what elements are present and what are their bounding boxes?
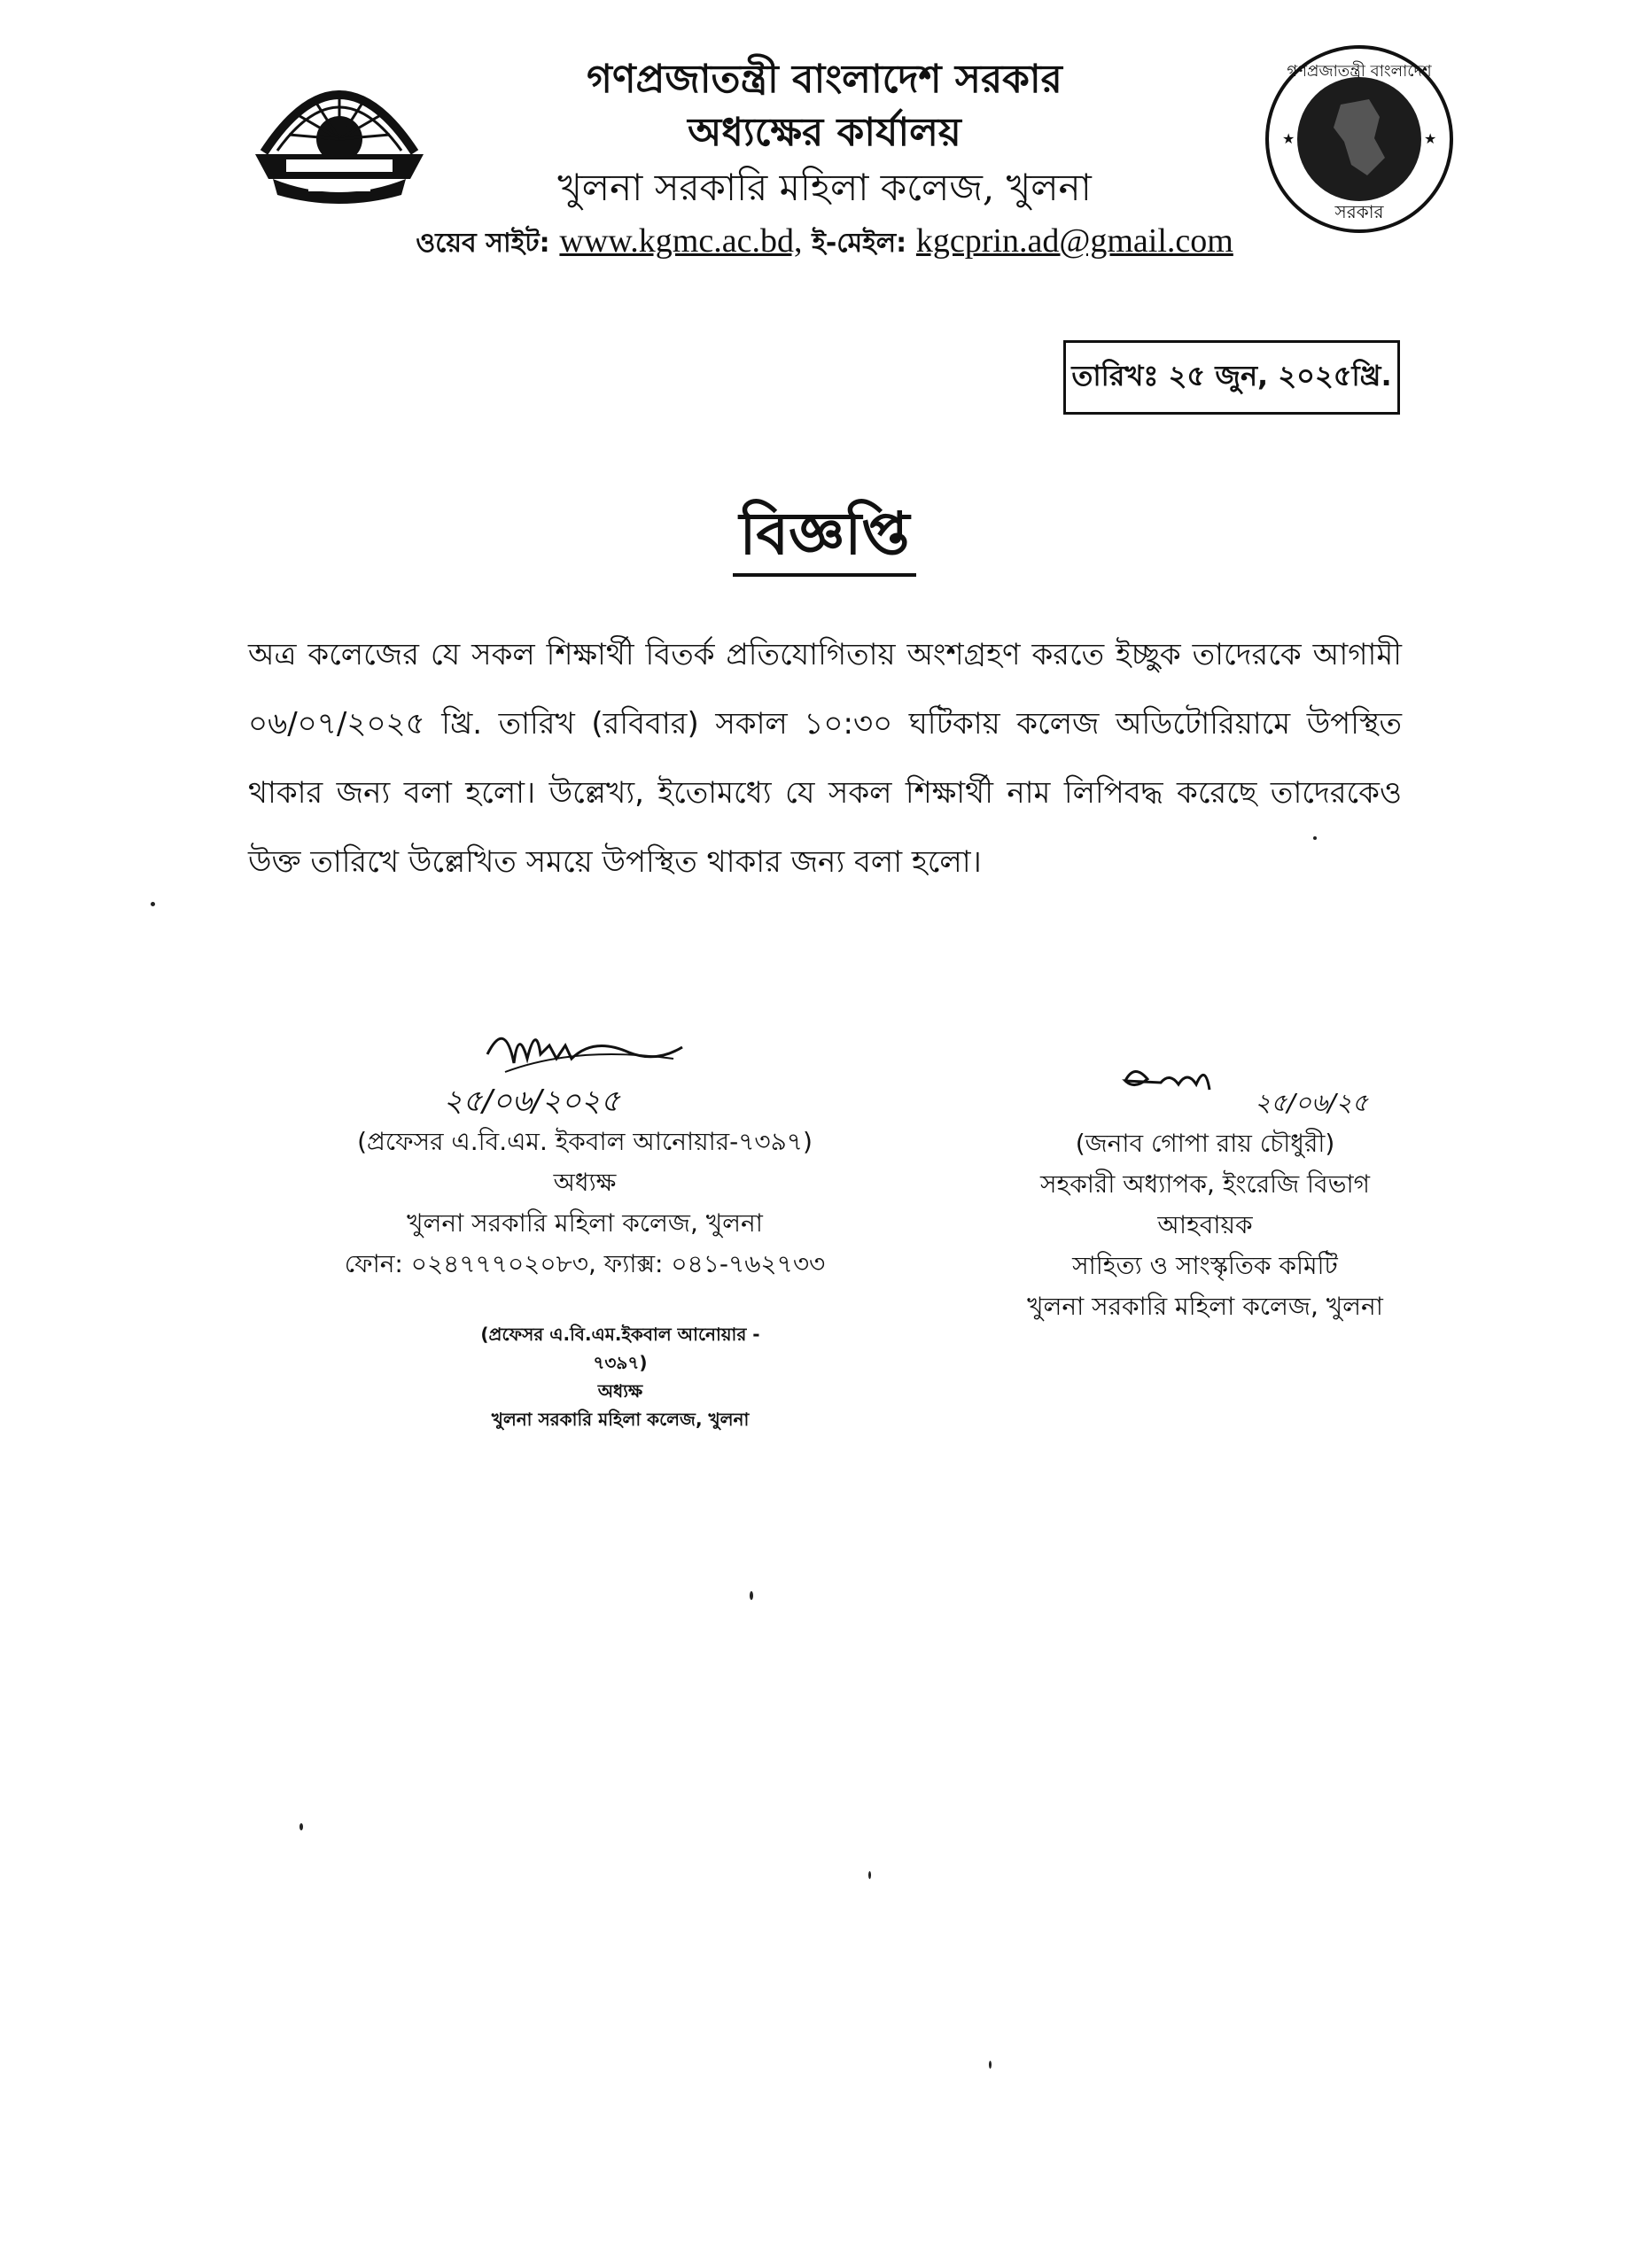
government-name: গণপ্রজাতন্ত্রী বাংলাদেশ সরকার — [587, 57, 1062, 102]
principal-stamp — [461, 1320, 780, 1433]
college-name: খুলনা সরকারি মহিলা কলেজ, খুলনা — [557, 166, 1092, 209]
committee-name: সাহিত্য ও সাংস্কৃতিক কমিটি — [1072, 1251, 1338, 1280]
convener-institution: খুলনা সরকারি মহিলা কলেজ, খুলনা — [1027, 1292, 1383, 1321]
principal-name: (প্রফেসর এ.বি.এম. ইকবাল আনোয়ার-৭৩৯৭) — [357, 1127, 813, 1156]
scan-speck — [750, 1591, 753, 1600]
signatory-convener — [1010, 1054, 1400, 1327]
scan-speck — [151, 902, 155, 906]
notice-body: অত্র কলেজের যে সকল শিক্ষার্থী বিতর্ক প্রতিযোগিতায় অংশগ্রহণ করতে ইচ্ছুক তাদেরকে আগামী ০৬/০৭/২০২৫ খ্রি. তারিখ (রবিবার) সকাল ১০:৩০ ঘটিকায় কলেজ অডিটোরিয়ামে উপস্থিত থাকার জন্য বলা হলো। উল্লেখ্য, ইতোমধ্যে যে সকল শিক্ষার্থী নাম লিপিবদ্ধ করেছে তাদেরকেও উক্ত তারিখে উল্লেখিত সময়ে উপস্থিত থাকার জন্য বলা হলো। — [248, 637, 1402, 880]
convener-role: আহবায়ক — [1157, 1210, 1253, 1239]
convener-name: (জনাব গোপা রায় চৌধুরী) — [1075, 1129, 1335, 1158]
svg-text:★: ★ — [1424, 130, 1437, 147]
scan-speck — [989, 2061, 992, 2069]
stamp-designation: অধ্যক্ষ — [597, 1380, 643, 1402]
notice-title-text: বিজ্ঞপ্তি — [733, 500, 917, 577]
principal-institution: খুলনা সরকারি মহিলা কলেজ, খুলনা — [407, 1208, 763, 1238]
website-label: ওয়েব সাইট: — [416, 228, 550, 259]
seal-text-top: গণপ্রজাতন্ত্রী বাংলাদেশ — [1287, 62, 1432, 81]
contact-line — [0, 216, 1649, 268]
letterhead — [0, 53, 1649, 268]
office-name: অধ্যক্ষের কার্যালয় — [688, 110, 961, 155]
convener-designation: সহকারী অধ্যাপক, ইংরেজি বিভাগ — [1040, 1169, 1370, 1199]
email-link[interactable]: kgcprin.ad@gmail.com — [915, 222, 1233, 260]
scan-speck — [1313, 836, 1317, 840]
principal-contact: ফোন: ০২৪৭৭৭০২০৮৩, ফ্যাক্স: ০৪১-৭৬২৭৩৩ — [344, 1249, 826, 1278]
principal-designation: অধ্যক্ষ — [553, 1168, 617, 1197]
handwritten-date-right: ২৫/০৬/২৫ — [1254, 1088, 1369, 1117]
scan-speck — [868, 1871, 871, 1879]
stamp-name: (প্রফেসর এ.বি.এম.ইকবাল আনোয়ার - ৭৩৯৭) — [480, 1324, 760, 1373]
svg-text:★: ★ — [1282, 130, 1295, 147]
handwritten-date-left: ২৫/০৬/২০২৫ — [443, 1084, 620, 1119]
email-label: ই-মেইল: — [812, 228, 907, 259]
seal-text-bottom: সরকার — [1334, 201, 1384, 222]
notice-title — [0, 489, 1649, 586]
website-link[interactable]: www.kgmc.ac.bd, — [559, 222, 803, 260]
stamp-institution: খুলনা সরকারি মহিলা কলেজ, খুলনা — [491, 1409, 750, 1430]
scan-speck — [299, 1823, 303, 1830]
signatory-principal — [301, 1010, 868, 1285]
date-box: তারিখঃ ২৫ জুন, ২০২৫খ্রি. — [1063, 340, 1400, 415]
